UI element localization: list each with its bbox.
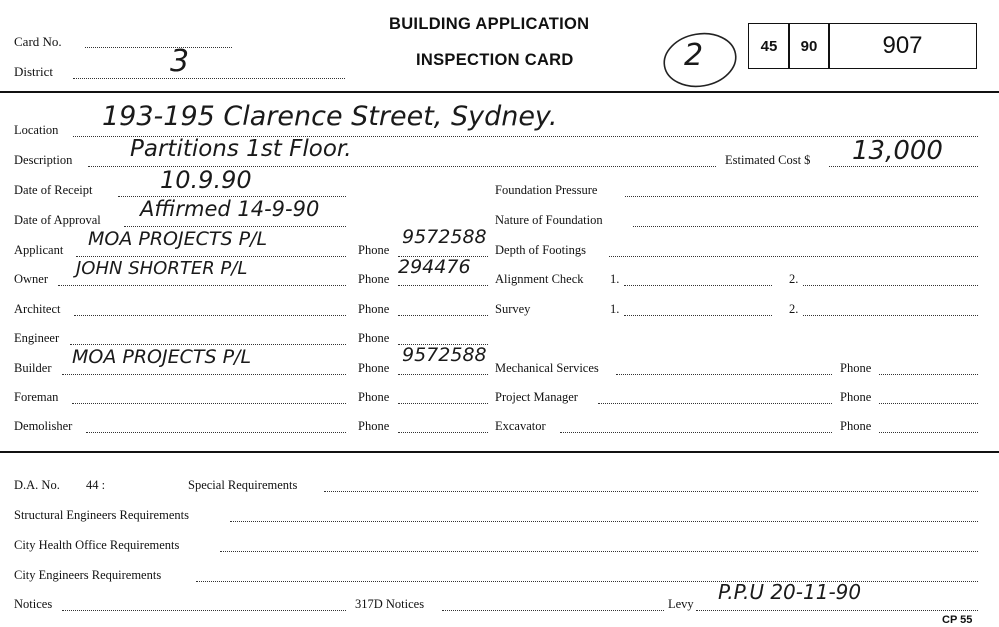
survey-label: Survey	[495, 302, 531, 316]
special-requirements-field[interactable]	[324, 491, 978, 492]
survey-1-field[interactable]	[624, 315, 772, 316]
mechanical-services-phone-label: Phone	[840, 361, 872, 375]
district-value: 3	[170, 44, 190, 79]
card-no-label: Card No.	[14, 34, 62, 49]
notices-317d-label: 317D Notices	[355, 597, 425, 611]
demolisher-label: Demolisher	[14, 419, 73, 433]
foreman-phone-field[interactable]	[398, 403, 488, 404]
code-box-1: 45	[748, 23, 790, 69]
applicant-phone-label: Phone	[358, 243, 390, 257]
demolisher-field[interactable]	[86, 432, 346, 433]
notices-label: Notices	[14, 597, 53, 611]
header-divider	[0, 91, 999, 93]
engineer-field[interactable]	[70, 344, 346, 345]
builder-label: Builder	[14, 361, 52, 375]
health-requirements-label: City Health Office Requirements	[14, 538, 180, 552]
estimated-cost-label: Estimated Cost $	[725, 153, 811, 167]
mechanical-services-label: Mechanical Services	[495, 361, 599, 375]
date-of-approval-label: Date of Approval	[14, 213, 101, 227]
structural-requirements-field[interactable]	[230, 521, 978, 522]
foreman-label: Foreman	[14, 390, 59, 404]
excavator-phone-field[interactable]	[879, 432, 978, 433]
description-value: Partitions 1st Floor.	[130, 136, 352, 162]
applicant-field[interactable]	[76, 256, 346, 257]
project-manager-phone-field[interactable]	[879, 403, 978, 404]
code-box-3: 907	[828, 23, 977, 69]
requirements-divider	[0, 451, 999, 453]
engineer-label: Engineer	[14, 331, 60, 345]
location-value: 193-195 Clarence Street, Sydney.	[102, 101, 558, 132]
foreman-phone-label: Phone	[358, 390, 390, 404]
da-no-label: D.A. No.	[14, 478, 60, 492]
levy-field[interactable]	[696, 610, 978, 611]
mechanical-services-field[interactable]	[616, 374, 832, 375]
foundation-pressure-field[interactable]	[625, 196, 978, 197]
applicant-value: MOA PROJECTS P/L	[88, 228, 268, 250]
survey-2-label: 2.	[789, 302, 799, 316]
code-box-2: 90	[788, 23, 830, 69]
description-label: Description	[14, 153, 73, 167]
owner-field[interactable]	[58, 285, 346, 286]
architect-field[interactable]	[74, 315, 346, 316]
demolisher-phone-field[interactable]	[398, 432, 488, 433]
survey-1-label: 1.	[610, 302, 620, 316]
survey-2-field[interactable]	[803, 315, 978, 316]
project-manager-phone-label: Phone	[840, 390, 872, 404]
da-no-value: 44 :	[86, 478, 106, 492]
date-of-approval-field[interactable]	[124, 226, 346, 227]
architect-label: Architect	[14, 302, 61, 316]
depth-of-footings-label: Depth of Footings	[495, 243, 586, 257]
applicant-phone-value: 9572588	[402, 226, 487, 248]
city-engineers-requirements-label: City Engineers Requirements	[14, 568, 162, 582]
depth-of-footings-field[interactable]	[609, 256, 978, 257]
alignment-check-2-label: 2.	[789, 272, 799, 286]
alignment-check-label: Alignment Check	[495, 272, 584, 286]
alignment-check-2-field[interactable]	[803, 285, 978, 286]
excavator-phone-label: Phone	[840, 419, 872, 433]
health-requirements-field[interactable]	[220, 551, 978, 552]
location-label: Location	[14, 123, 59, 137]
district-label: District	[14, 64, 53, 79]
excavator-field[interactable]	[560, 432, 832, 433]
builder-value: MOA PROJECTS P/L	[72, 346, 252, 368]
special-requirements-label: Special Requirements	[188, 478, 298, 492]
builder-field[interactable]	[62, 374, 346, 375]
owner-value: JOHN SHORTER P/L	[76, 258, 248, 279]
excavator-label: Excavator	[495, 419, 546, 433]
notices-field[interactable]	[62, 610, 346, 611]
structural-requirements-label: Structural Engineers Requirements	[14, 508, 189, 522]
estimated-cost-value: 13,000	[852, 136, 943, 166]
district-field[interactable]	[73, 78, 345, 79]
date-of-receipt-value: 10.9.90	[160, 166, 252, 194]
circled-number-value: 2	[684, 38, 704, 73]
footer-code: CP 55	[942, 614, 973, 626]
builder-phone-value: 9572588	[402, 344, 487, 366]
levy-value: P.P.U 20-11-90	[718, 580, 862, 604]
owner-label: Owner	[14, 272, 49, 286]
foundation-pressure-label: Foundation Pressure	[495, 183, 598, 197]
builder-phone-field[interactable]	[398, 374, 488, 375]
date-of-approval-value: Affirmed 14-9-90	[140, 197, 320, 221]
owner-phone-field[interactable]	[398, 285, 488, 286]
estimated-cost-field[interactable]	[829, 166, 978, 167]
builder-phone-label: Phone	[358, 361, 390, 375]
nature-of-foundation-label: Nature of Foundation	[495, 213, 603, 227]
owner-phone-label: Phone	[358, 272, 390, 286]
alignment-check-1-field[interactable]	[624, 285, 772, 286]
date-of-receipt-label: Date of Receipt	[14, 183, 93, 197]
engineer-phone-label: Phone	[358, 331, 390, 345]
card-title-line2: INSPECTION CARD	[416, 51, 574, 69]
project-manager-field[interactable]	[598, 403, 832, 404]
alignment-check-1-label: 1.	[610, 272, 620, 286]
architect-phone-field[interactable]	[398, 315, 488, 316]
notices-317d-field[interactable]	[442, 610, 664, 611]
mechanical-services-phone-field[interactable]	[879, 374, 978, 375]
card-title-line1: BUILDING APPLICATION	[389, 15, 590, 33]
owner-phone-value: 294476	[398, 256, 471, 278]
card-no-field[interactable]	[85, 47, 232, 48]
levy-label: Levy	[668, 597, 694, 611]
foreman-field[interactable]	[72, 403, 346, 404]
nature-of-foundation-field[interactable]	[633, 226, 978, 227]
applicant-label: Applicant	[14, 243, 64, 257]
project-manager-label: Project Manager	[495, 390, 578, 404]
demolisher-phone-label: Phone	[358, 419, 390, 433]
architect-phone-label: Phone	[358, 302, 390, 316]
